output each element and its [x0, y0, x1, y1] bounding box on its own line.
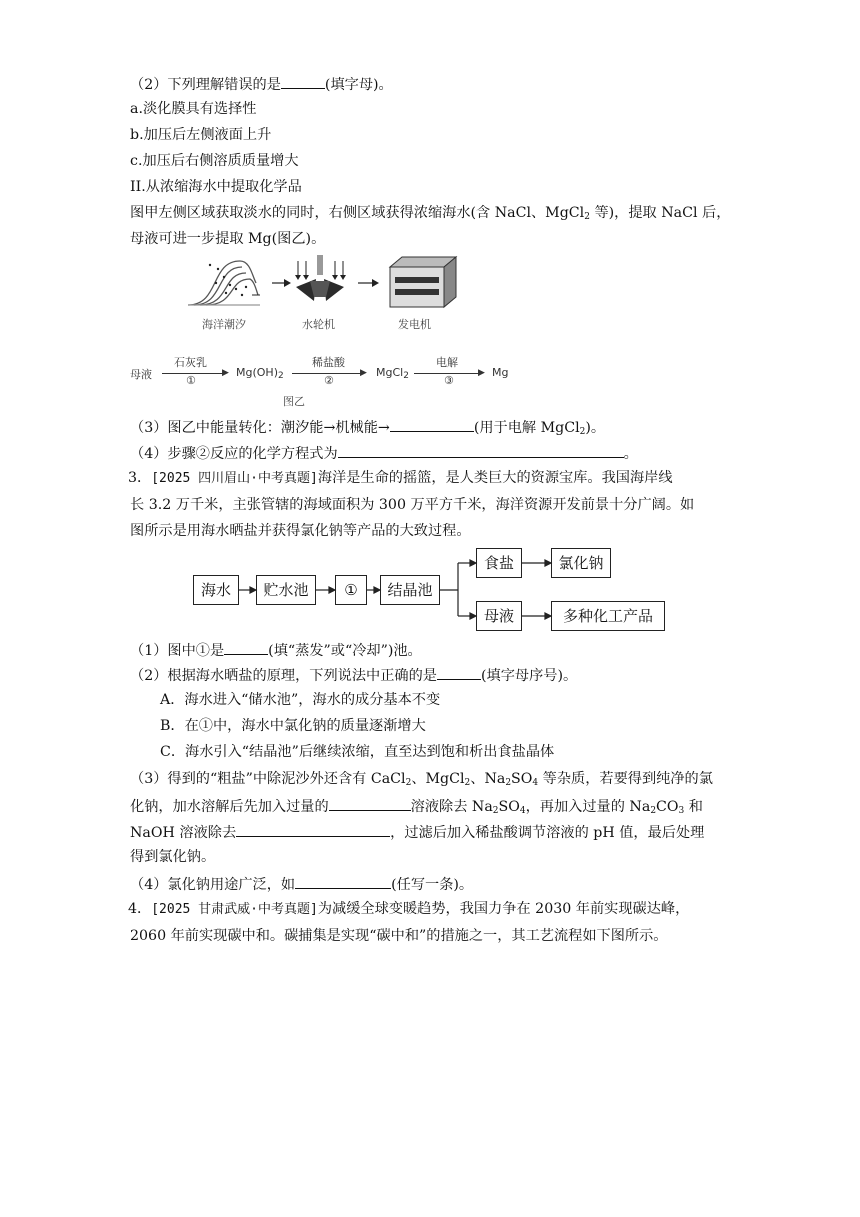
option-B: B．在①中，海水中氯化钠的质量逐渐增大: [160, 718, 426, 734]
q3-line-3: 图所示是用海水晒盐并获得氯化钠等产品的大致过程。: [130, 523, 471, 539]
intro-line-2: 母液可进一步提取 Mg(图乙)。: [130, 231, 326, 247]
q3-sub3-line3: NaOH 溶液除去 ，过滤后加入稀盐酸调节溶液的 pH 值，最后处理: [130, 821, 704, 843]
figure-caption: 图乙: [283, 395, 305, 408]
reaction-chain: [130, 354, 530, 396]
node-chemicals: 多种化工产品: [551, 601, 665, 631]
arrow-icon: [545, 560, 551, 566]
node-nacl: 氯化钠: [551, 548, 611, 578]
turbine-label: 水轮机: [302, 318, 335, 331]
option-a: a.淡化膜具有选择性: [130, 101, 257, 117]
q3-sub3-line1: （3）得到的“粗盐”中除泥沙外还含有 CaCl$_2$、MgCl$_2$、$Na_2SO_4$ 等杂质，若要得到纯净的氯: [130, 771, 713, 788]
step-1: ①: [186, 374, 196, 387]
answer-blank[interactable]: [390, 416, 474, 432]
turbine-illustration: [295, 255, 346, 301]
answer-blank[interactable]: [281, 73, 325, 89]
particles: [209, 264, 247, 296]
node-pool: 贮水池: [256, 575, 316, 605]
product-2: MgCl$_2$: [376, 366, 409, 381]
reagent-1: 石灰乳: [174, 356, 207, 369]
reagent-2: 稀盐酸: [312, 356, 345, 369]
arrow-icon: [470, 560, 476, 566]
answer-blank[interactable]: [338, 442, 624, 458]
answer-blank[interactable]: [329, 795, 411, 811]
answer-blank[interactable]: [437, 664, 481, 680]
step-2: ②: [324, 374, 334, 387]
arrow-head-icon: ▶: [360, 368, 367, 378]
node-mother-liquor: 母液: [476, 601, 522, 631]
q3-sub3-line4: 得到氯化钠。: [130, 849, 216, 865]
q2-sub4: （4）步骤②反应的化学方程式为 。: [130, 442, 638, 464]
option-b: b.加压后左侧液面上升: [130, 127, 272, 143]
salt-flow-diagram: [190, 545, 670, 635]
product-1: $Mg(OH)_2$: [236, 366, 284, 381]
generator-illustration: [390, 257, 456, 307]
q2-sub3: （3）图乙中能量转化：潮汐能→机械能→ (用于电解 MgCl$_2$)。: [130, 416, 605, 442]
intro-line-1: 图甲左侧区域获取淡水的同时，右侧区域获得浓缩海水(含 NaCl、MgCl$_2$ 等)，提取 NaCl 后，: [130, 205, 731, 222]
tide-illustration: [188, 261, 260, 305]
arrow-icon: [329, 587, 335, 593]
option-C: C．海水引入“结晶池”后继续浓缩，直至达到饱和析出食盐晶体: [160, 744, 555, 760]
q3-sub3-line2: 化钠，加水溶解后先加入过量的 溶液除去 $Na_2SO_4$，再加入过量的 $Na_2CO_3$ 和: [130, 795, 703, 821]
node-step1: ①: [335, 575, 367, 605]
q3-sub4: （4）氯化钠用途广泛，如 (任写一条)。: [130, 873, 473, 895]
arrow-icon: [470, 613, 476, 619]
reagent-3: 电解: [436, 356, 458, 369]
arrow-icon: [250, 587, 256, 593]
q4-line-2: 2060 年前实现碳中和。碳捕集是实现“碳中和”的措施之一，其工艺流程如下图所示。: [130, 928, 668, 944]
option-c: c.加压后右侧溶质质量增大: [130, 153, 299, 169]
generator-label: 发电机: [398, 318, 431, 331]
arrow-icon: [374, 587, 380, 593]
arrow-head-icon: ▶: [222, 368, 229, 378]
q3-line-2: 长 3.2 万千米，主张管辖的海域面积为 300 万平方千米，海洋资源开发前景十分广阔。如: [130, 497, 695, 513]
chain-start: 母液: [130, 368, 152, 381]
section-ii-title: II.从浓缩海水中提取化学品: [130, 179, 302, 195]
answer-blank[interactable]: [295, 873, 391, 889]
flow-arrows: [190, 545, 670, 635]
q4-line-1: 4．[2025 甘肃武威·中考真题]为减缓全球变暖趋势，我国力争在 2030 年前实现碳达峰，: [128, 901, 690, 917]
node-salt: 食盐: [476, 548, 522, 578]
q2-sub2: （2）下列理解错误的是 (填字母)。: [130, 73, 393, 95]
node-crystal-pool: 结晶池: [380, 575, 440, 605]
q3-line-1: 3．[2025 四川眉山·中考真题]海洋是生命的摇篮，是人类巨大的资源宝库。我国海岸线: [128, 470, 673, 486]
node-seawater: 海水: [193, 575, 239, 605]
arrow-icon: [358, 279, 379, 287]
tide-label: 海洋潮汐: [202, 318, 246, 331]
q3-sub1: （1）图中①是 (填“蒸发”或“冷却”)池。: [130, 639, 422, 661]
answer-blank[interactable]: [224, 639, 268, 655]
arrow-icon: [545, 613, 551, 619]
product-3: Mg: [492, 366, 509, 379]
arrow-icon: [272, 279, 291, 287]
option-A: A．海水进入“储水池”，海水的成分基本不变: [160, 692, 441, 708]
q3-sub2: （2）根据海水晒盐的原理，下列说法中正确的是 (填字母序号)。: [130, 664, 577, 686]
answer-blank[interactable]: [236, 821, 390, 837]
arrow-head-icon: ▶: [478, 368, 485, 378]
step-3: ③: [444, 374, 454, 387]
